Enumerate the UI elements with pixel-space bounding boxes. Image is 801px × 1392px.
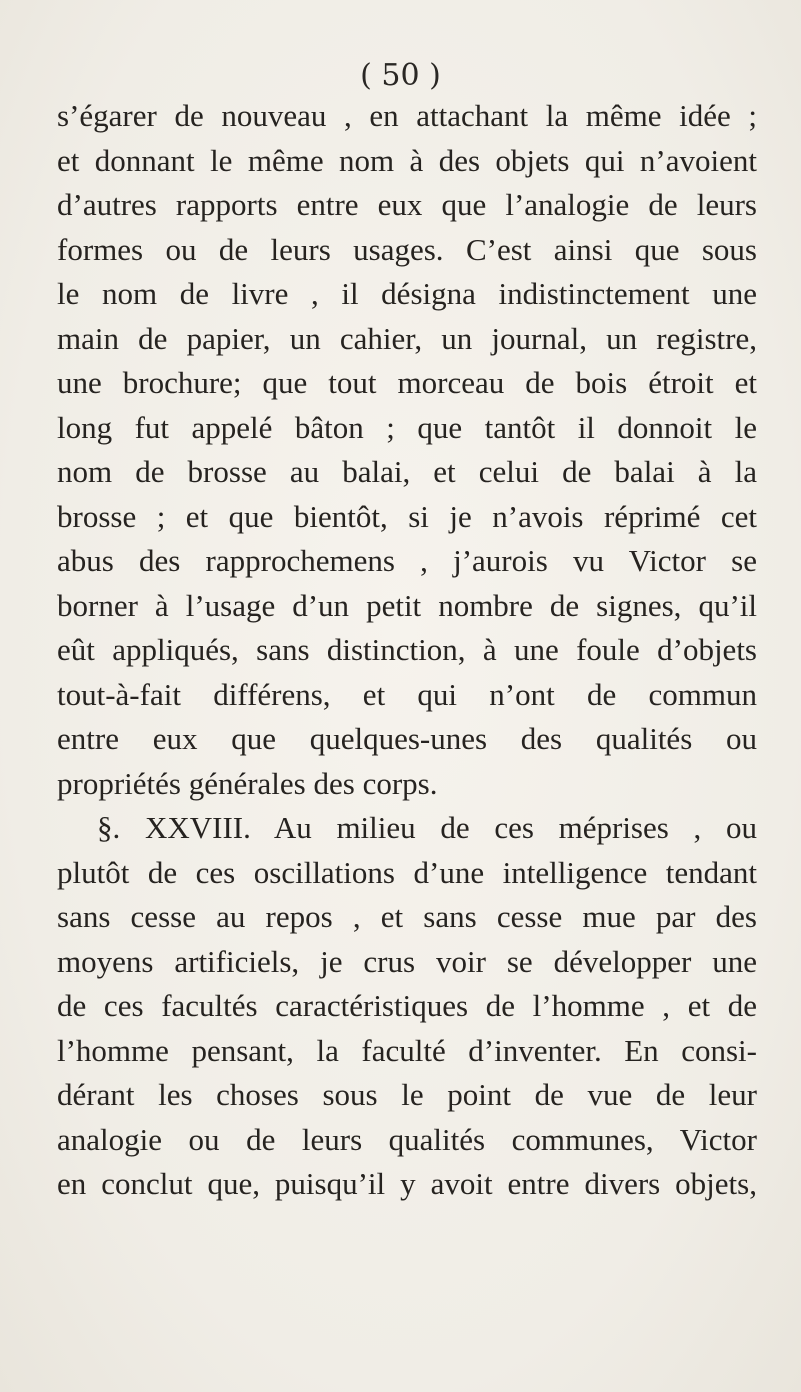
text-line: le nom de livre , il désigna indistinctement une (57, 276, 757, 311)
section-heading-line: §. XXVIII. Au milieu de ces méprises , ou (97, 810, 757, 845)
text-line: d’autres rapports entre eux que l’analogie de leurs (57, 187, 757, 222)
text-line: en conclut que, puisqu’il y avoit entre divers objets, (57, 1166, 757, 1201)
text-line: nom de brosse au balai, et celui de balai à la (57, 454, 757, 489)
text-line: plutôt de ces oscillations d’une intelligence tendant (57, 854, 757, 890)
text-line: formes ou de leurs usages. C’est ainsi que sous (57, 231, 757, 267)
text-line: eût appliqués, sans distinction, à une foule d’objets (57, 632, 757, 667)
text-line: de ces facultés caractéristiques de l’homme , et de (57, 988, 757, 1023)
text-line: long fut appelé bâton ; que tantôt il donnoit le (57, 409, 757, 445)
text-line: une brochure; que tout morceau de bois étroit et (57, 365, 757, 400)
page-number: ( 50 ) (360, 58, 441, 93)
text-line: brosse ; et que bientôt, si je n’avois réprimé cet (57, 498, 757, 534)
body-text (57, 94, 757, 1207)
text-line: et donnant le même nom à des objets qui n’avoient (57, 142, 757, 178)
text-line: dérant les choses sous le point de vue de leur (57, 1077, 757, 1112)
text-line: abus des rapprochemens , j’aurois vu Victor se (57, 543, 757, 578)
paragraph-last-line: propriétés générales des corps. (57, 765, 438, 801)
text-line: moyens artificiels, je crus voir se développer une (57, 943, 757, 979)
text-line: l’homme pensant, la faculté d’inventer. En consi- (57, 1032, 757, 1068)
text-line: main de papier, un cahier, un journal, un registre, (57, 320, 757, 356)
text-line: borner à l’usage d’un petit nombre de signes, qu’il (57, 587, 757, 623)
text-line: analogie ou de leurs qualités communes, Victor (57, 1121, 757, 1157)
text-line: sans cesse au repos , et sans cesse mue par des (57, 899, 757, 934)
text-line: entre eux que quelques-unes des qualités ou (57, 721, 757, 756)
text-line: s’égarer de nouveau , en attachant la même idée ; (57, 98, 757, 133)
text-line: tout-à-fait différens, et qui n’ont de commun (57, 676, 757, 712)
